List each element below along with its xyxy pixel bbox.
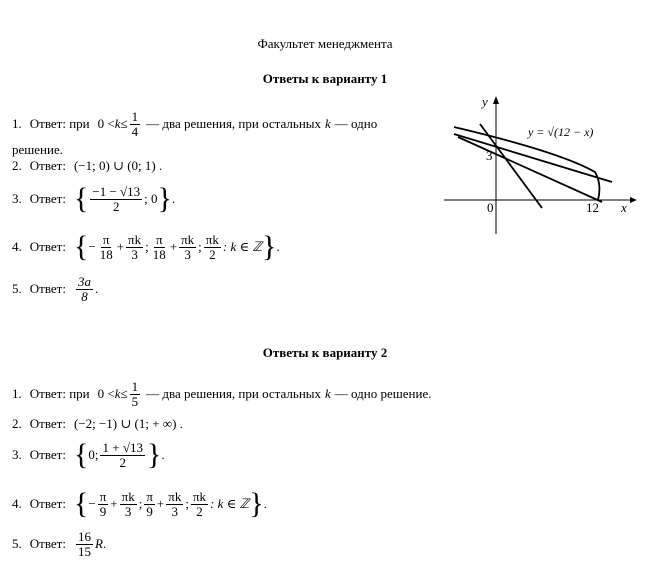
answer-label: Ответ:	[29, 536, 66, 552]
answer-text: — два решения, при остальных	[146, 386, 322, 402]
y-axis-arrow	[493, 96, 499, 104]
answer-label: Ответ:	[29, 158, 66, 173]
answer-label: Ответ:	[29, 447, 66, 462]
separator: ;	[185, 496, 189, 511]
integer-set: : k ∈ ℤ	[222, 239, 263, 254]
fraction-den: 3	[171, 503, 179, 519]
x-tick-12: 12	[586, 200, 599, 215]
fraction-den: 2	[209, 246, 216, 262]
variant2-title: Ответы к варианту 2	[262, 345, 388, 360]
var-k: k	[114, 116, 121, 132]
fraction-num: π	[155, 231, 163, 247]
fraction-num: 1	[131, 109, 139, 124]
faculty-header: Факультет менеджмента	[257, 36, 393, 51]
fraction-num: πk	[168, 488, 182, 504]
answer-number: 4.	[12, 239, 22, 254]
v2-answer-2	[12, 416, 183, 432]
fraction	[151, 233, 168, 261]
answer-label: Ответ:	[29, 239, 66, 254]
le-sign: ≤	[120, 116, 128, 132]
var-k: k	[114, 386, 121, 402]
fraction-den: 8	[81, 288, 88, 304]
var-r: R	[94, 536, 103, 552]
answer-label: Ответ:	[29, 416, 66, 431]
fraction-den: 3	[184, 246, 191, 262]
fraction-den: 3	[131, 246, 138, 262]
condition-left: 0 <	[97, 386, 115, 402]
v1-answer-4	[12, 232, 280, 262]
fraction-num: πk	[121, 488, 135, 504]
fraction-num: πk	[128, 231, 142, 247]
answer-label: Ответ:	[29, 496, 66, 511]
minus-sign: −	[88, 496, 96, 511]
answer-number: 3.	[12, 447, 22, 462]
fraction	[130, 110, 141, 138]
fraction-den: 5	[131, 393, 139, 409]
fraction	[100, 441, 144, 469]
left-brace: {	[73, 182, 89, 215]
fraction-num: π	[146, 488, 153, 504]
fraction	[204, 233, 221, 261]
answer-text: — два решения, при остальных	[146, 116, 322, 132]
answer-label: Ответ: при	[29, 386, 90, 402]
fraction-den: 15	[77, 543, 91, 559]
separator: ;	[145, 239, 149, 254]
fraction	[144, 490, 155, 518]
v1-answer-3	[12, 184, 175, 214]
fraction-num: 1	[131, 379, 139, 394]
variant1-title: Ответы к варианту 1	[262, 71, 388, 86]
fraction-num: πk	[181, 231, 195, 247]
v1-answer-5	[12, 275, 98, 303]
answer-value: 0;	[88, 447, 99, 462]
v2-answer-5	[12, 530, 106, 558]
y-tick-3: 3	[486, 148, 493, 163]
integer-set: : k ∈ ℤ	[210, 496, 250, 511]
fraction	[126, 233, 143, 261]
right-brace: }	[146, 438, 162, 471]
le-sign: ≤	[120, 386, 128, 402]
fraction	[179, 233, 196, 261]
line-tangent	[454, 134, 612, 182]
answer-label: Ответ:	[29, 281, 66, 297]
period: .	[263, 496, 267, 511]
answer-number: 2.	[12, 416, 22, 431]
v2-answer-3	[12, 440, 165, 470]
plus-sign: +	[116, 239, 125, 254]
plus-sign: +	[156, 496, 165, 511]
period: .	[94, 281, 99, 297]
answer-text: — одно решение.	[334, 386, 432, 402]
separator: ;	[138, 496, 143, 511]
right-brace: }	[249, 487, 264, 520]
right-brace: }	[157, 182, 172, 215]
fraction	[130, 380, 141, 408]
fraction-den: 9	[146, 503, 153, 519]
v1-answer-1-wrap: решение.	[12, 142, 63, 157]
answer-number: 5.	[12, 281, 22, 297]
fraction	[120, 490, 137, 518]
fraction-den: 18	[99, 246, 113, 262]
answer-number: 1.	[12, 116, 22, 132]
period: .	[171, 191, 176, 206]
var-k: k	[325, 116, 331, 132]
condition-left: 0 <	[97, 116, 115, 132]
v1-answer-1	[12, 110, 377, 138]
v2-answer-1	[12, 380, 431, 408]
period: .	[276, 239, 280, 254]
answer-text: — одно	[334, 116, 378, 132]
fraction	[76, 275, 93, 303]
fraction-num: π	[102, 231, 110, 247]
answer-value: (−2; −1) ∪ (1; + ∞) .	[73, 416, 183, 431]
fraction-den: 4	[131, 123, 139, 139]
left-brace: {	[73, 230, 89, 263]
fraction-num: π	[99, 488, 107, 504]
fraction	[191, 490, 208, 518]
answer-number: 2.	[12, 158, 22, 173]
period: .	[102, 536, 107, 552]
answer-label: Ответ: при	[29, 116, 90, 132]
fraction-num: 1 + √13	[102, 439, 143, 455]
fraction-num: 3a	[77, 274, 91, 289]
fraction-den: 9	[99, 503, 107, 519]
plus-sign: +	[169, 239, 178, 254]
fraction-num: −1 − √13	[92, 183, 141, 199]
fraction-den: 2	[196, 503, 203, 519]
answer-number: 3.	[12, 191, 22, 206]
answer-number: 1.	[12, 386, 22, 402]
x-label: x	[621, 200, 627, 215]
fraction-num: 16	[77, 529, 91, 544]
y-label: y	[482, 94, 488, 109]
left-brace: {	[73, 487, 89, 520]
fraction-num: πk	[205, 231, 219, 247]
fraction	[90, 185, 142, 213]
fraction-den: 2	[113, 198, 120, 214]
period: .	[161, 447, 165, 462]
fraction	[98, 233, 115, 261]
left-brace: {	[73, 438, 89, 471]
graph-figure	[440, 92, 640, 237]
fraction	[76, 530, 93, 558]
answer-number: 4.	[12, 496, 22, 511]
fraction-den: 3	[124, 503, 132, 519]
v2-answer-4	[12, 489, 267, 519]
fraction	[166, 490, 183, 518]
separator: ;	[198, 239, 202, 254]
fraction	[98, 490, 109, 518]
plus-sign: +	[110, 496, 118, 511]
origin-label: 0	[487, 200, 494, 215]
v1-answer-2	[12, 158, 162, 174]
fraction-den: 18	[152, 246, 166, 262]
answer-label: Ответ:	[29, 191, 66, 206]
answer-value: ; 0	[144, 191, 158, 206]
x-axis-arrow	[630, 197, 637, 203]
answer-number: 5.	[12, 536, 22, 552]
var-k: k	[325, 386, 331, 402]
fraction-den: 2	[119, 454, 126, 470]
fraction-num: πk	[192, 488, 207, 504]
curve-label: y = √(12 − x)	[528, 125, 594, 139]
right-brace: }	[262, 230, 277, 263]
answer-value: (−1; 0) ∪ (0; 1) .	[73, 158, 163, 173]
minus-sign: −	[88, 239, 96, 254]
